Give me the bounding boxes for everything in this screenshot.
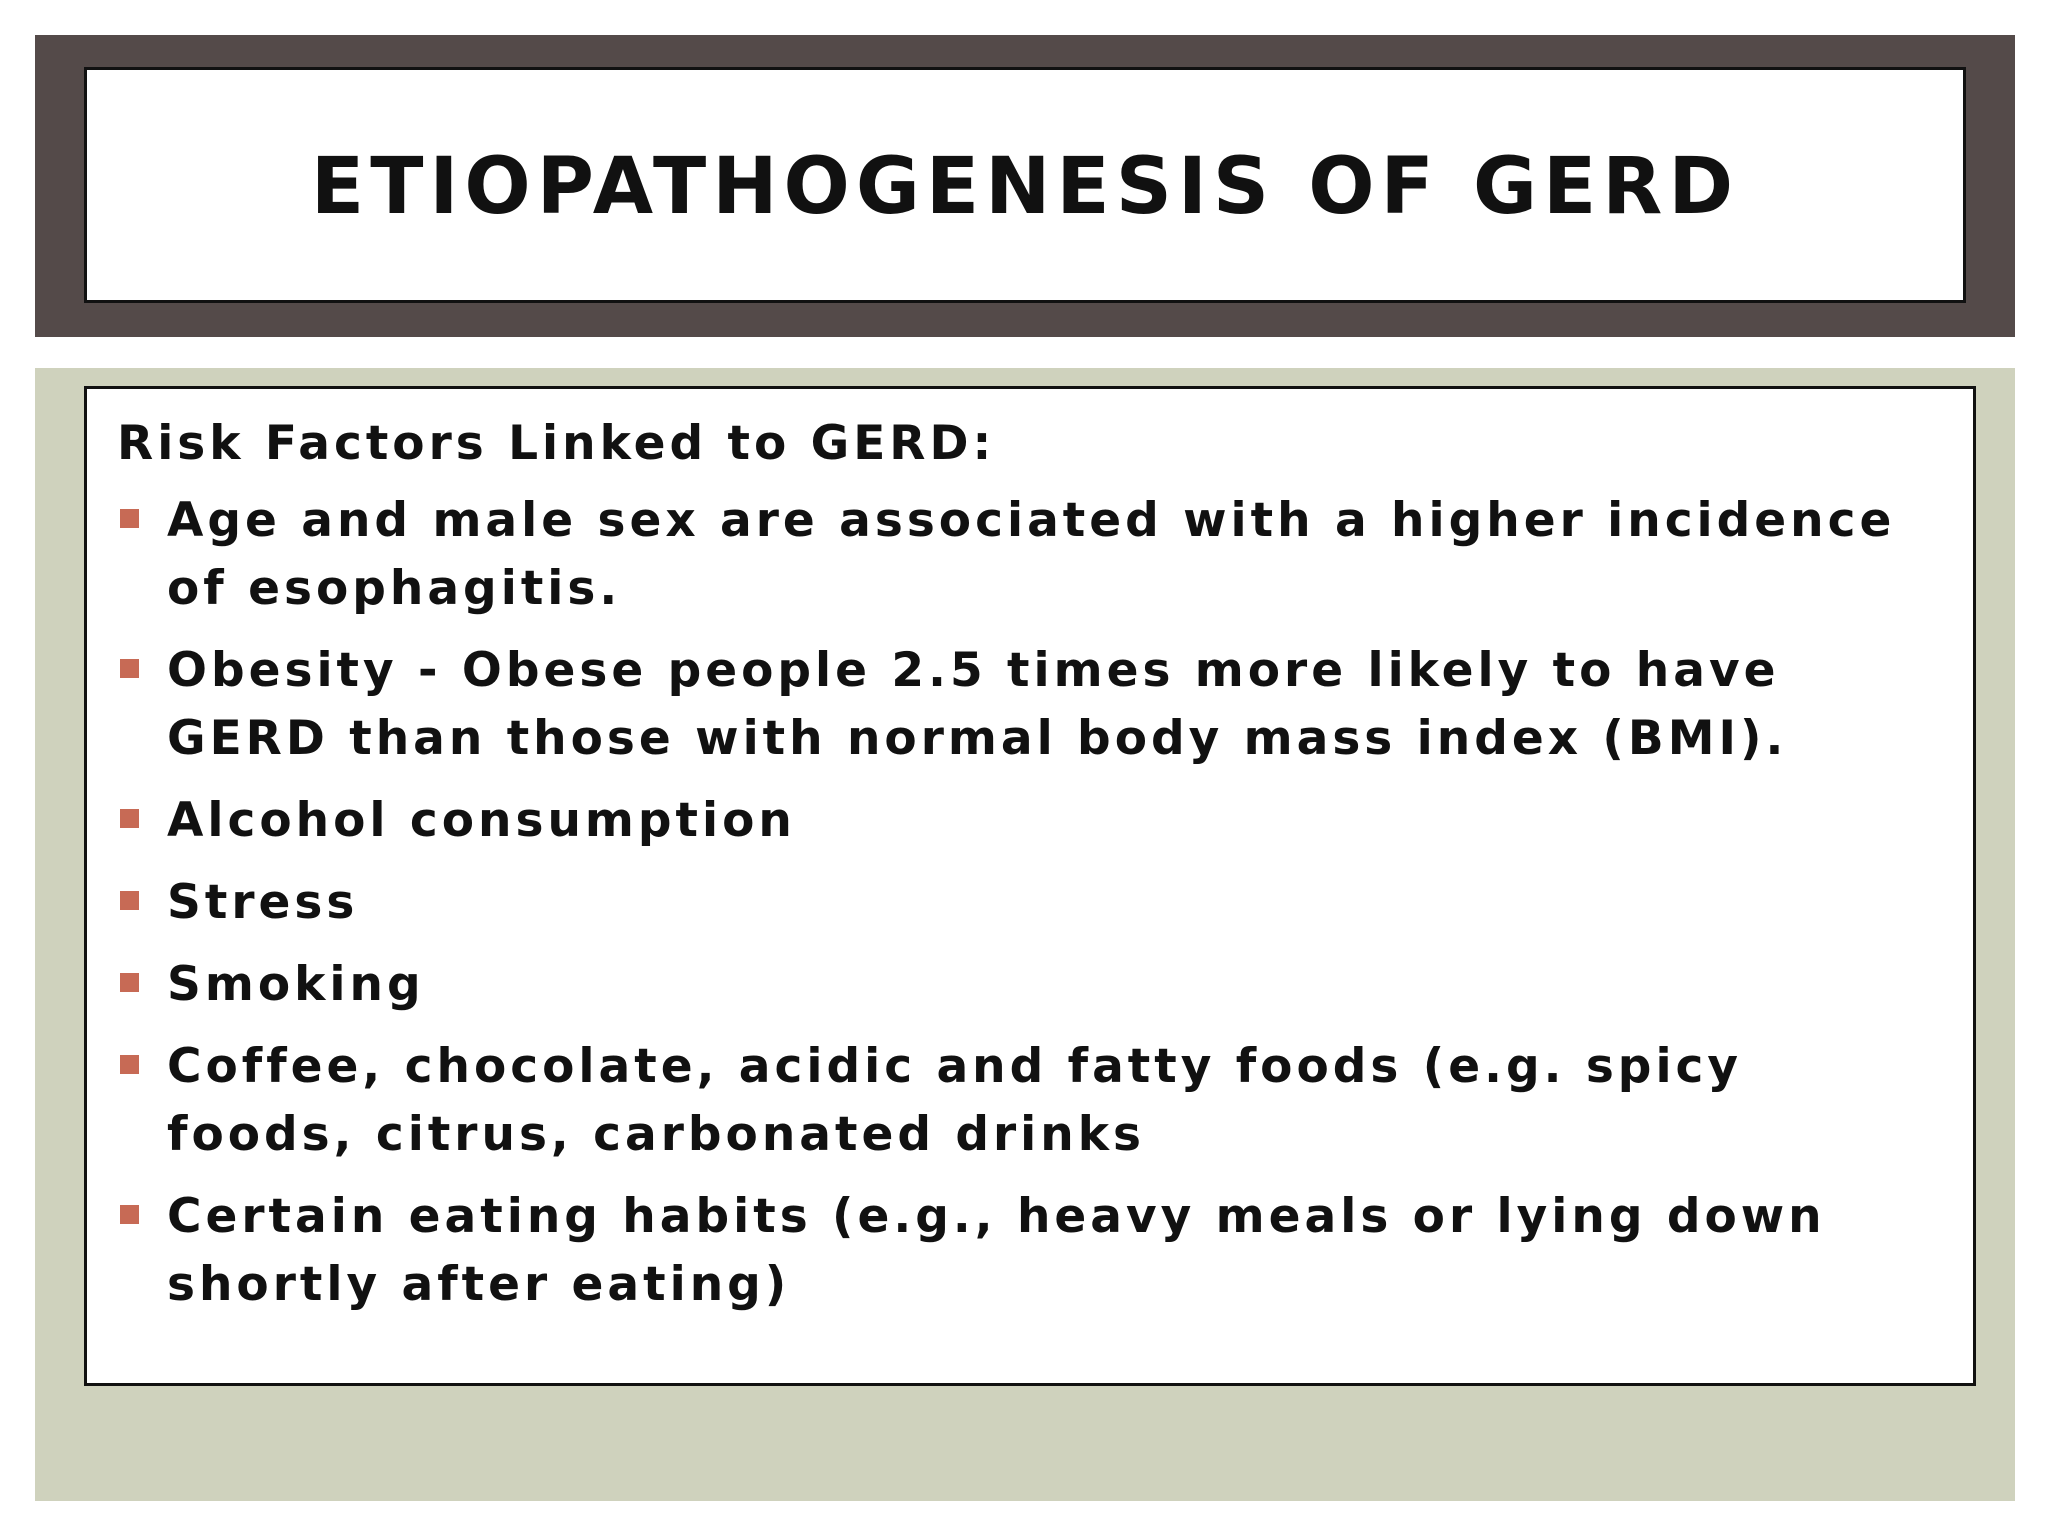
square-bullet-icon	[120, 1055, 139, 1074]
content-box	[84, 386, 1976, 1386]
square-bullet-icon	[120, 809, 139, 828]
square-bullet-icon	[120, 659, 139, 678]
bullet-text: Smoking	[167, 957, 425, 1012]
square-bullet-icon	[120, 891, 139, 910]
list-item	[117, 487, 1913, 623]
content-band	[35, 368, 2015, 1501]
list-item	[117, 787, 1913, 855]
bullet-text: Stress	[167, 875, 359, 930]
square-bullet-icon	[120, 1205, 139, 1224]
slide-title: ETIOPATHOGENESIS OF GERD	[310, 142, 1740, 232]
content-heading: Risk Factors Linked to GERD:	[117, 416, 996, 471]
title-band	[35, 35, 2015, 337]
list-item	[117, 951, 1913, 1019]
title-box	[84, 67, 1966, 303]
bullet-text: Age and male sex are associated with a higher incidence of esophagitis.	[167, 493, 1896, 616]
bullet-text: Obesity - Obese people 2.5 times more likely to have GERD than those with normal body mass index (BMI).	[167, 643, 1788, 766]
list-item	[117, 637, 1913, 773]
list-item	[117, 1183, 1913, 1319]
bullet-text: Coffee, chocolate, acidic and fatty foods (e.g. spicy foods, citrus, carbonated drinks	[167, 1039, 1743, 1162]
square-bullet-icon	[120, 973, 139, 992]
list-item	[117, 869, 1913, 937]
square-bullet-icon	[120, 509, 139, 528]
risk-factor-list	[117, 487, 1913, 1319]
list-item	[117, 1033, 1913, 1169]
bullet-text: Alcohol consumption	[167, 793, 796, 848]
bullet-text: Certain eating habits (e.g., heavy meals or lying down shortly after eating)	[167, 1189, 1826, 1312]
